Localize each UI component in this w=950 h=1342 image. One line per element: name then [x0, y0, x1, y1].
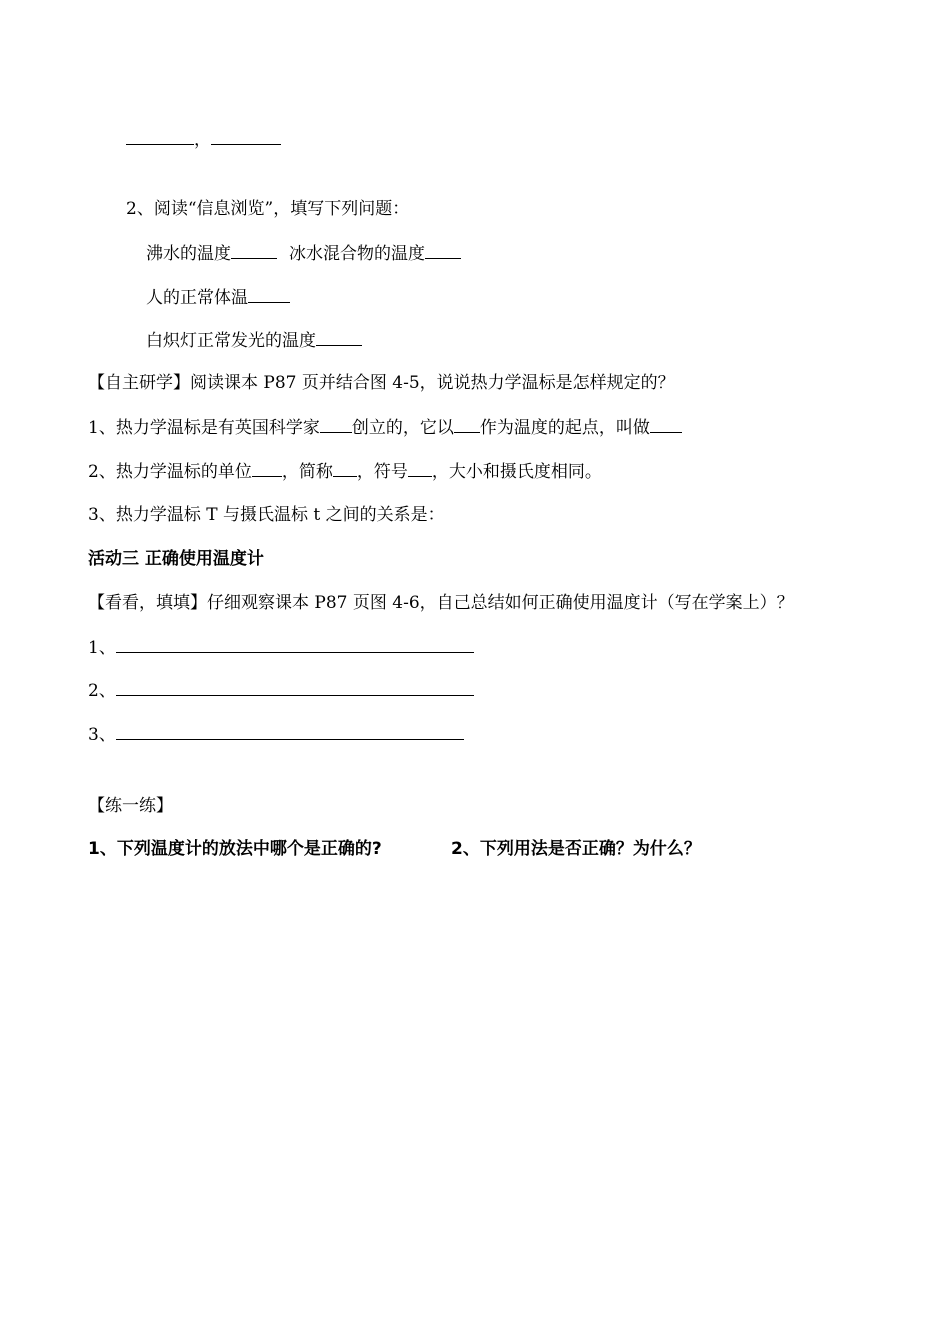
lamp-temp-line: [146, 329, 362, 352]
activity3-item-1: [88, 636, 474, 659]
section2-heading: 2、阅读“信息浏览”，填写下列问题：: [126, 199, 410, 219]
answer-blank[interactable]: [211, 128, 281, 145]
unit-blank[interactable]: [252, 460, 282, 477]
answer-blank[interactable]: [126, 128, 194, 145]
q2-text-a: 2、热力学温标的单位: [88, 462, 252, 482]
comma-separator: ，: [194, 130, 211, 150]
practice-title: 【练一练】: [88, 796, 173, 816]
activity3-item-2: [88, 679, 474, 702]
item-number: 2、: [88, 681, 116, 701]
origin-blank[interactable]: [454, 416, 480, 433]
self-study-q1: [88, 416, 682, 439]
q2-text-d: ，大小和摄氏度相同。: [431, 462, 602, 482]
abbrev-blank[interactable]: [333, 460, 357, 477]
self-study-q3: 3、热力学温标 T 与摄氏温标 t 之间的关系是：: [88, 505, 445, 525]
activity3-item-3: [88, 723, 464, 746]
q1-text-c: 作为温度的起点，叫做: [479, 418, 650, 438]
q1-text-a: 1、热力学温标是有英国科学家: [88, 418, 320, 438]
activity3-prompt: 【看看，填填】仔细观察课本 P87 页图 4-6，自己总结如何正确使用温度计（写在学案上）？: [88, 593, 794, 613]
boiling-water-blank[interactable]: [231, 242, 277, 259]
name-blank[interactable]: [650, 416, 682, 433]
q2-text-b: ，简称: [281, 462, 333, 482]
boiling-water-label: 沸水的温度: [146, 244, 231, 264]
item-number: 1、: [88, 638, 116, 658]
ice-water-label: 冰水混合物的温度: [289, 244, 425, 264]
top-blanks-line: [126, 128, 281, 151]
item-answer-blank[interactable]: [116, 636, 474, 653]
lamp-temp-label: 白炽灯正常发光的温度: [146, 331, 316, 351]
item-answer-blank[interactable]: [116, 679, 474, 696]
q2-text-c: ，符号: [356, 462, 408, 482]
body-temp-blank[interactable]: [248, 286, 290, 303]
self-study-q2: [88, 460, 602, 483]
body-temp-line: [146, 286, 290, 309]
q1-text-b: 创立的，它以: [351, 418, 454, 438]
body-temp-label: 人的正常体温: [146, 288, 248, 308]
lamp-temp-blank[interactable]: [316, 329, 362, 346]
practice-q2: 2、下列用法是否正确？为什么？: [451, 839, 701, 859]
boiling-water-line: [146, 242, 461, 265]
activity3-title: 活动三 正确使用温度计: [88, 549, 264, 569]
ice-water-blank[interactable]: [425, 242, 461, 259]
scientist-blank[interactable]: [320, 416, 352, 433]
item-number: 3、: [88, 725, 116, 745]
symbol-blank[interactable]: [408, 460, 432, 477]
practice-q1: 1、下列温度计的放法中哪个是正确的?: [88, 839, 382, 859]
self-study-prompt: 【自主研学】阅读课本 P87 页并结合图 4-5，说说热力学温标是怎样规定的？: [88, 373, 675, 393]
item-answer-blank[interactable]: [116, 723, 464, 740]
